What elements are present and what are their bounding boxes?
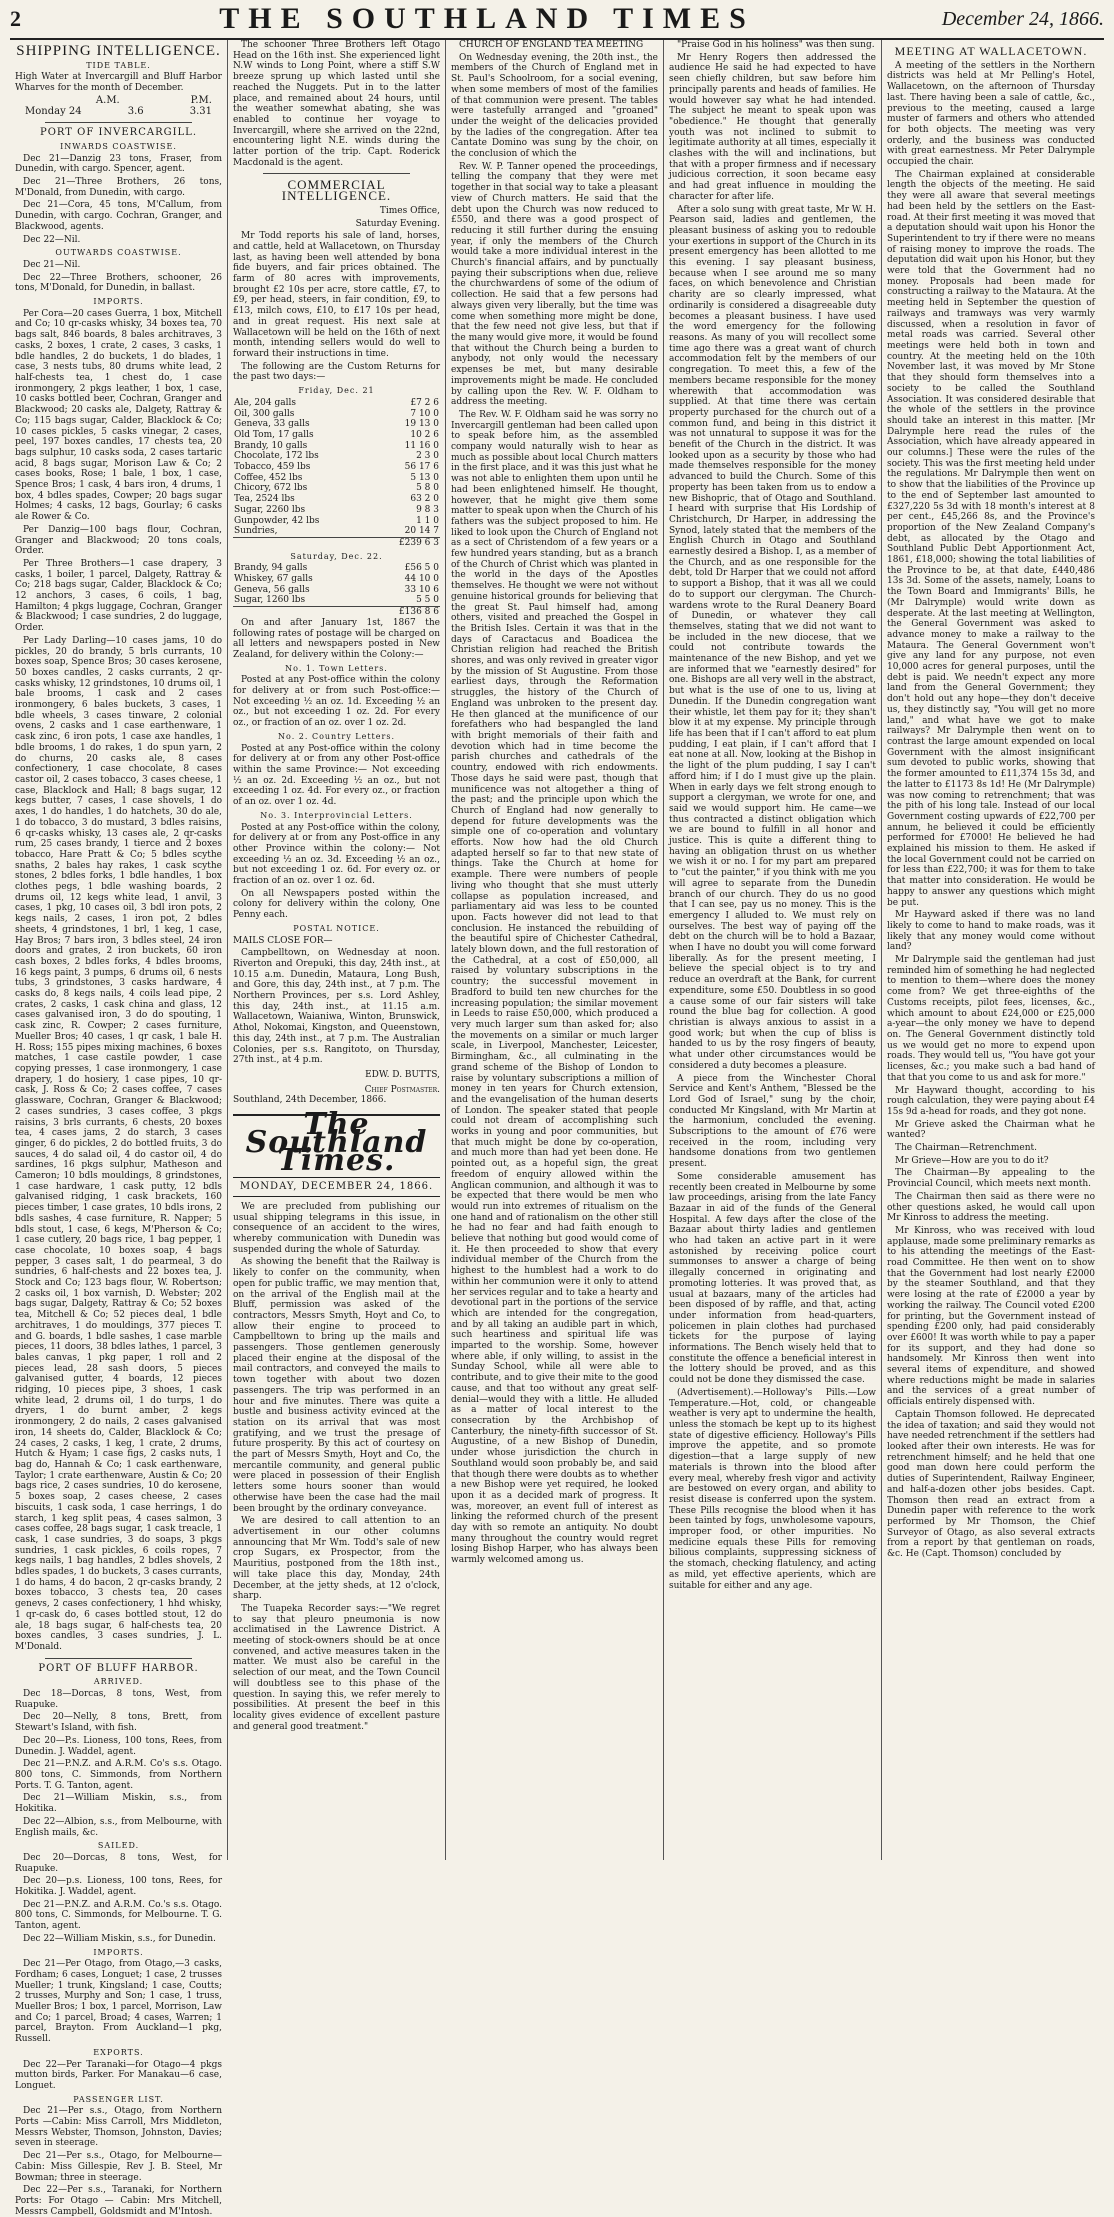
customs-row xyxy=(233,526,440,537)
exports-list xyxy=(15,2060,222,2092)
customs-value: 19 13 0 xyxy=(404,419,439,430)
paragraph: Dec 20—Dorcas, 8 tons, West, for Ruapuke. xyxy=(15,1852,222,1874)
paragraph: The Chairman—By appealing to the Provincial Council, which meets next month. xyxy=(887,1168,1095,1190)
paragraph: Dec 21—Per Otago, from Otago,—3 casks, Fordham; 6 cases, Longuet; 1 case, 2 trusses Mueller; 1 trunk, Kingsland; 1 case, Coutts; 2 trusses, Murphy and Son; 1 case, 1 truss, Mueller Bros; 1 box, 1 parcel, Morrison, Law and Co; 1 parcel, Broad; 4 cases, Warren; 1 parcel, Brayton. From Auckland—1 pkg, Russell. xyxy=(15,1959,222,2045)
saturday-total-table xyxy=(233,606,440,618)
page-number: 2 xyxy=(10,6,21,31)
saturday-title: Saturday, Dec. 22. xyxy=(290,551,383,561)
paragraph: The Chairman explained at considerable length the objects of the meeting. He said they were all aware that several meetings had been held by the settlers on the East-road. At their first meeting it was moved that a deputation should wait upon his Honor the Superintendent to try if there were no means of raising money to improve the roads. The deputation did wait upon his Honor, but they were told that the Government had no money. Proposals had been made for constructing a railway to the Mataura. At the meeting held in September the question of railways and tramways was very warmly discussed, when a resolution in favor of metal roads was carried. Several other meetings were held both in town and country. At the meeting held on the 10th November last, it was moved by Mr Stone that they should form themselves into a society to be called the Southland Association. It was considered desirable that the whole of the settlers in the province should take an interest in this matter. [Mr Dalrymple here read the rules of the Association, which have already appeared in our columns.] These were the rules of the society. This was the first meeting held under the regulations. Mr Dalrymple then went on to show that the liabilities of the Province up to the end of September last amounted to £327,220 5s 3d with 18 month's interest at 8 per cent., £45,266 8s, and the Province's proportion of the New Zealand Company's debt, as allocated by the Otago and Southland Public Debt Apportionment Act, 1861, £18,000; showing the total liabilities of the Province to be, at that date, £440,486 13s 3d. Some of the assets, namely, Loans to the Town Board and Immigrants' Bills, he (Mr Dalrymple) would write down as desperate. At the last meeting at Wellington, the General Government was asked to advance money to make a railway to the Mataura. The General Government won't give any land for any purpose, not even 10,000 acres for general purposes, until the debt is paid. We needn't expect any more land from the General Government; they don't hold out any hope—they don't deceive us, they distinctly say, "You will get no more land," and what have we got to make railways? Mr Dalrymple then went on to contrast the large amount expended on local Government with the almost insignificant sum devoted to public works, showing that the former amounted to £11,374 15s 3d, and the latter to £1173 8s 1d! He (Mr Dalrymple) was now coming to retrenchment; that was the pith of his long tale. Instead of our local Government costing upwards of £22,700 per annum, he believed it could be efficiently performed for £7000! He believed he had explained his mission to them. He asked if the local Government could not be carried on for less than £22,700; it was for them to take that matter into consideration. He would be happy to answer any questions which might be put. xyxy=(887,169,1095,908)
bluff-imports-list xyxy=(15,1959,222,2045)
customs-value: £56 5 0 xyxy=(404,563,439,574)
sailed-list xyxy=(15,1853,222,1945)
bluff-imports-title: IMPORTS. xyxy=(93,1947,144,1957)
customs-item: Tea, 2524 lbs xyxy=(234,494,295,505)
signoff-name: EDW. D. BUTTS, xyxy=(365,1069,440,1080)
outwards-list xyxy=(15,260,222,294)
divider xyxy=(263,173,410,174)
paragraph: Dec 21—Cora, 45 tons, M'Callum, from Dunedin, with cargo. Cochran, Granger, and Blackwood, agents. xyxy=(15,200,222,232)
paragraph: Dec 21—Three Brothers, 26 tons, M'Donald, from Dunedin, with cargo. xyxy=(15,177,222,198)
customs-row xyxy=(233,473,440,484)
paragraph: Dec 21—Per s.s., Otago, for Melbourne—Cabin: Miss Gillespie, Rev J. B. Steel, Mr Bowman; three in steerage. xyxy=(15,2151,222,2183)
customs-item: Whiskey, 67 galls xyxy=(234,574,313,585)
exports-title: EXPORTS. xyxy=(93,2047,144,2057)
customs-row xyxy=(233,462,440,473)
customs-value: 10 2 6 xyxy=(410,429,439,440)
tide-intro: High Water at Invercargill and Bluff Harbor Wharves for the month of December. xyxy=(15,72,222,94)
customs-value: 44 10 0 xyxy=(404,574,439,585)
customs-row xyxy=(233,505,440,516)
paragraph: Dec 20—Nelly, 8 tons, Brett, from Stewart's Island, with fish. xyxy=(15,1712,222,1734)
customs-item: Chicory, 672 lbs xyxy=(234,483,308,494)
customs-value: 2 3 0 xyxy=(416,451,439,462)
paragraph: Mr Hayward thought, according to his rough calculation, they were paying about £4 15s 9d a-head for roads, and they got none. xyxy=(887,1085,1095,1117)
saturday-total: £136 8 6 xyxy=(242,607,440,618)
customs-item: Brandy, 10 galls xyxy=(234,440,308,451)
tide-header-row xyxy=(15,96,222,107)
customs-value: 9 8 3 xyxy=(416,504,439,515)
customs-value: 1 1 0 xyxy=(416,515,439,526)
bluff-title: PORT OF BLUFF HARBOR. xyxy=(38,1662,199,1674)
paragraph: Dec 21—Per s.s., Otago, from Northern Ports —Cabin: Miss Carroll, Mrs Middleton, Messrs Webster, Thomson, Johnston, Davies; seven in steerage. xyxy=(15,2106,222,2149)
port-title: PORT OF INVERCARGILL. xyxy=(40,127,197,139)
customs-row xyxy=(233,585,440,596)
paper-dateline: MONDAY, DECEMBER 24, 1866. xyxy=(233,1182,440,1197)
postal-sub: MAILS CLOSE FOR— xyxy=(233,935,333,946)
friday-title: Friday, Dec. 21 xyxy=(298,386,375,396)
section-title: SHIPPING INTELLIGENCE. xyxy=(16,43,221,59)
paragraph: Rev. W. P. Tanner opened the proceedings, telling the company that they were met together in that social way to take a pleasant view of Church matters. He said that the debt upon the Church was now reduced to £550, and there was a good prospect of reducing it still further during the ensuing year, if only the members of the Church would take a more individual interest in the Church's financial affairs, and by punctually paying their subscriptions when due, relieve the churchwardens of some of the odium of collection. He said that a few persons had always given very liberally, but the time was come when something more might be done, that the few need not give less, but that if the many would give more, it would be found that without the Church being a burden to anybody, not only would the necessary expenses be met, but many desirable improvements might be made. He concluded by calling upon the Rev. W. F. Oldham to address the meeting. xyxy=(451,161,658,408)
paragraph: Mr Grieve—How are you to do it? xyxy=(895,1155,1049,1166)
paragraph: Dec 20—p.s. Lioness, 100 tons, Rees, for Hokitika. J. Waddel, agent. xyxy=(15,1876,222,1898)
paragraph: Dec 22—Per s.s., Taranaki, for Northern Ports: For Otago — Cabin: Mrs Mitchell, Messrs Campbell, Goldsmidt and M'Intosh. xyxy=(15,2185,222,2217)
paragraph: Dec 22—Three Brothers, schooner, 26 tons, M'Donald, for Dunedin, in ballast. xyxy=(15,272,222,294)
schooner-report: The schooner Three Brothers left Otago Head on the 16th inst. She experienced light N.W winds to Long Point, where a stiff S.W breeze sprung up which lasted until she reached the Nuggets. Put in to the latter place, and remained about 24 hours, until the weather somewhat abating, she was enabled to continue her voyage to Invercargill, where she arrived on the 22nd, encountering light N.E. winds during the latter portion of the trip. Capt. Roderick Macdonald is the agent. xyxy=(233,40,440,168)
tide-row xyxy=(15,107,222,118)
imports-title: IMPORTS. xyxy=(93,297,144,307)
customs-row xyxy=(233,430,440,441)
newspaper-title: THE SOUTHLAND TIMES xyxy=(219,2,755,35)
customs-value: £7 2 6 xyxy=(410,397,439,408)
customs-row xyxy=(233,451,440,462)
customs-item: Sugar, 2260 lbs xyxy=(234,504,306,515)
customs-row xyxy=(233,441,440,452)
paragraph: Dec 21—Danzig 23 tons, Fraser, from Dunedin, with cargo. Spencer, agent. xyxy=(15,153,222,175)
customs-row xyxy=(233,595,440,606)
inwards-title: INWARDS COASTWISE. xyxy=(60,141,177,151)
paragraph: After a solo sung with great taste, Mr W. H. Pearson said, ladies and gentlemen, the pleasant business of asking you to redouble your exertions in support of the Church in its present emergency has been allotted to me this evening. I say pleasant business, because when I see around me so many faces, on which benevolence and Christian charity are so clearly impressed, what ordinarily is considered a disagreeable duty becomes a pleasant business. I have used the word emergency for the following reasons. As many of you will recollect some time ago there was a great want of church accommodation felt by the members of our congregation. To meet this, a few of the members became responsible for the money wherewith that accommodation was supplied. At that time there was certain property purchased for the church out of a common fund, and being in this district it was not unnatural to suppose it was for the benefit of the Church in the district. It was looked upon as a security by those who had made themselves responsible for the money advanced to build the Church. Some of this property has been taken from us to endow a new Bishopric, that of Otago and Southland. I heard with surprise that His Lordship of Christchurch, Dr Harper, in addressing the Synod, lately stated that the members of the English Church in Otago and Southland earnestly desired a Bishop. I, as a member of the Church, and as one responsible for the debt, told Dr Harper that we could not afford to support a Bishop, that it was all we could do to support our clergyman. The Church-wardens wrote to the Rural Deanery Board of Dunedin, or whatever they call themselves, stating that we did not want to be included in the new diocese, that we could not contribute towards the maintenance of the new Bishop, and yet we are informed that we "earnestly desired" for one. Bishops are all very well in the abstract, but what is the use of one to us, living at Dunedin. If the Dunedin congregation want their whistle, let them pay for it; they shan't blow it at my expense. My principle through life has been that if I can't afford to eat plum pudding, I eat plain, if I can't afford that I eat none at all. Now, looking at the Bishop in the light of the plum pudding, I say I can't afford him; if I do I must give up the plain. When in early days we felt strong enough to support a clergyman, we wrote for one, and said we would support him. He came—we thus contracted a distinct obligation which we are bound to fulfill in all honor and justice. This is quite a different thing to having an obligation thrust on us whether we wish it or no. I for my part am prepared to "cut the painter," if you think with me you will agree to separate from the Dunedin branch of our church. They do us no good that I can see, pay us no money. This is the emergency I alluded to. We must rely on ourselves. The best way of paying off the debt on the church will be to hold a Bazaar, when I have no doubt you will come forward liberally. As for the present meeting, I believe the special object is to try and reduce an overdraft at the Bank, for current expenditure, some £50. Doubtless in so good a cause some of our fair sisters will take round the blue bag for collection. A good christian is always anxious to assist in a good work; but when the cup of bliss is handed to us by the rosy fingers of beauty, what under other circumstances would be considered a duty becomes a pleasure. xyxy=(669,204,876,1071)
paragraph: Per Cora—20 cases Guerra, 1 box, Mitchell and Co; 10 qr-casks whisky, 34 boxes tea, 70 bags salt, 846 boards, 8 bales architraves, 3 casks, 2 boxes, 1 crate, 2 cases, 3 casks, 1 bdle handles, 2 do buckets, 1 do blades, 1 case, 3 nests tubs, 80 drums white lead, 2 half-chests tea, 1 chest do, 1 case ironmongery, 2 pkgs leather, 1 box, 1 case, 10 casks bottled beer, Cochran, Granger and Blackwood; 20 casks ale, Dalgety, Rattray & Co; 115 bags sugar, Calder, Blacklock & Co; 10 cases pickles, 5 casks vinegar, 2 cases, peel, 197 boxes candles, 17 chests tea, 20 bags sulphur, 10 casks soda, 2 cases tartaric acid, 8 bags sugar, Morison Law & Co; 2 cases books, Rose; 1 bale, 1 box, 1 case, Spence Bros; 1 cask, 4 bars iron, 4 drums, 1 box, 4 bdles spades, Cowper; 20 bags sugar Holmes; 4 casks, 12 bags, Gourlay; 6 casks ale Rower & Co. xyxy=(15,308,222,523)
paper-masthead xyxy=(233,1107,440,1178)
tide-am-label: A.M. xyxy=(95,94,120,106)
paragraph: Captain Thomson followed. He deprecated the idea of taxation; and said they would not have needed retrenchment if the settlers had looked after their own interests. He was for retrenchment himself; and he held that one good man down here could perform the duties of Superintendent, Railway Engineer, and half-a-dozen other jobs besides. Capt. Thomson then read an extract from a Dunedin paper with reference to the work performed by Mr Thomson, the Chief Surveyor of Otago, as also several extracts from a report by that gentleman on roads, &c. He (Capt. Thomson) concluded by xyxy=(887,1409,1095,1560)
customs-item: Ale, 204 galls xyxy=(234,397,296,408)
issue-date: December 24, 1866. xyxy=(941,7,1104,30)
wallacetown-title: MEETING AT WALLACETOWN. xyxy=(894,44,1088,58)
customs-row xyxy=(233,419,440,430)
customs-item: Sundries, xyxy=(234,526,278,537)
inwards-list xyxy=(15,154,222,246)
office-line: Times Office, xyxy=(379,205,440,216)
customs-item: Oil, 300 galls xyxy=(234,408,295,419)
paragraph: Per Three Brothers—1 case drapery, 3 casks, 1 boiler, 1 parcel, Dalgety, Rattray & Co; 218 bags sugar, Calder, Blacklock & Co; 12 anchors, 3 cases, 6 coils, 1 bag, Hamilton; 4 pkgs luggage, Cochran, Granger & Blackwood; 1 case sundries, 2 do luggage, Order. xyxy=(15,558,222,634)
postage-2: Posted at any Post-office within the colony for delivery at or from any other Post-office within the same Province:— Not exceeding ½ an oz. 2d. Exceeding ½ an oz., but not exceeding 1 oz. 4d. For every oz., or fraction of an oz. over 1 oz. 4d. xyxy=(233,743,440,808)
column-4 xyxy=(664,40,882,1860)
customs-item: Sugar, 1260 lbs xyxy=(234,595,306,606)
tide-title: TIDE TABLE. xyxy=(86,60,151,70)
commercial-report: Mr Todd reports his sale of land, horses, and cattle, held at Wallacetown, on Thursday last, as having been well attended by bona fide buyers, and fair prices obtained. The farm of 80 acres with improvements, brought £2 10s per acre, store cattle, £7, to £9, per head, steers, in fair condition, £9, to £13, milch cows, £10, to £17 10s per head, and in great request. His next sale at Wallacetown will be held on the 16th of next month, intending sellers would do well to forward their instructions in time. xyxy=(233,231,440,359)
customs-value: 5 8 0 xyxy=(416,483,439,494)
customs-value: 5 5 0 xyxy=(416,595,439,606)
paragraph: Dec 21—Nil. xyxy=(23,259,81,270)
customs-row xyxy=(233,409,440,420)
church-meeting-continued xyxy=(669,40,876,1591)
paragraph: The Chairman—Retrenchment. xyxy=(895,1143,1038,1154)
outwards-title: OUTWARDS COASTWISE. xyxy=(55,248,182,258)
customs-row xyxy=(233,494,440,505)
paragraph: The Chairman then said as there were no other questions asked, he would call upon Mr Kinross to address the meeting. xyxy=(887,1191,1095,1224)
postage-1-title: No. 1. Town Letters. xyxy=(285,663,388,673)
paragraph: We are precluded from publishing our usual shipping telegrams in this issue, in consequence of an accident to the wires, whereby communication with Dunedin was suspended during the whole of Saturday. xyxy=(233,1201,440,1255)
paragraph: We are desired to call attention to an advertisement in our other columns announcing that Mr Wm. Todd's sale of new crop Sugars, ex Prospector, from the Mauritius, postponed from the 18th inst., will take place this day, Monday, 24th December, at the jetty sheds, at 12 o'clock, sharp. xyxy=(233,1516,440,1602)
customs-row xyxy=(233,574,440,585)
column-3 xyxy=(446,40,664,1860)
postal-notice: Campbelltown, on Wednesday at noon. Riverton and Orepuki, this day, 24th inst., at 10.15 a.m. Dunedin, Mataura, Long Bush, and Gore, this day, 24th inst., at 7 p.m. The Northern Provinces, per s.s. Lord Ashley, this day, 24th inst., at 11.15 a.m. Wallacetown, Waianiwa, Winton, Brunswick, Athol, Nokomai, Kingston, and Queenstown, this day, 24th inst., at 7 p.m. The Australian Colonies, per s.s. Rangitoto, on Thursday, 27th inst., at 4 p.m. xyxy=(233,948,440,1066)
passenger-list xyxy=(15,2106,222,2217)
customs-item: Chocolate, 172 lbs xyxy=(234,451,319,462)
paragraph: (Advertisement).—Holloway's Pills.—Low Temperature.—Hot, cold, or changeable weather is very apt to undermine the health, unless the stomach be kept up to its highest state of digestive efficiency. Holloway's Pills improve the appetite, and so promote digestion—that a large supply of new materials is thrown into the blood after every meal, whereby fresh vigor and activity are bestowed on every organ, and ability to resist disease is conferred upon the system. These Pills recognise the blood when it has been tainted by fogs, unwholesome vapours, improper food, or other impurities. No medicine equals these Pills for removing bilious complaints, suppressing sickness of the stomach, checking flatulency, and acting as mild, yet effective aperients, which are suitable for either and any age. xyxy=(669,1387,876,1591)
paragraph: Dec 22—Albion, s.s., from Melbourne, with English mails, &c. xyxy=(15,1816,222,1838)
paragraph: The Rev. W. F. Oldham said he was sorry no Invercargill gentleman had been called upon to speak before him, as the assembled company would naturally wish to hear as much as possible about local Church matters in the first place, and it was this just what he was not able to enlighten them upon until he had been enlightened himself. He thought, however, that he might give them some matter to speak upon when the Church of his fathers was the subject proposed to him. He liked to look upon the Church of England not as a sect of Christendom of a few years or a few hundred years standing, but as a branch of the Church of Christ which was planted in the world in the days of the Apostles themselves. He thought we were not without genuine historical grounds for believing that the great St. Paul himself had, among others, visited and preached the Gospel in the British Isles. Certain it was that in the days of Caractacus and Boadicea the Christian religion had reached the British shores, and was only revived in greater vigor by the mission of St Augustine. From those earliest days, through the Reformation struggles, the history of the Church of England was unbroken to the present day. He then glanced at the munificence of our forefathers who had bespangled the land with bright memorials of their faith and devotion which had in time become the parish churches and cathedrals of the country, endowed with rich endowments. Those days he said were past, though that munificence was not altogether a thing of the past; and the principle upon which the Church of England had now generally to depend for future developments was the simple one of co-operation and voluntary efforts. Now how had the old Church adapted herself so far to that new state of things. Take the Church at home for example. There were numbers of people living who thought that she must utterly collapse as population increased, and parliamentary aid was less to be counted upon. Facts however did not lead to that conclusion. He instanced the rebuilding of the beautiful spire of Chichester Cathedral, lately blown down, and the full restoration of the Cathedral, at a cost of £50,000, all raised by voluntary subscriptions in the country; the successful movement in Bradford to build ten new churches for the increasing population; the similar movement in Leeds to raise £50,000, which produced a very much larger sum than asked for; also the movements on a similar or much larger scale, in Liverpool, Manchester, Leicester, Birmingham, &c., all culminating in the grand scheme of the Bishop of London to raise by voluntary subscriptions a million of money in ten years for Church extension, and the evangelisation of the human deserts of London. The speaker stated that people could not dream of accomplishing such works in young and poor communities, but that much might be done by co-operation, and much more than had yet been done. He pointed out, as a hopeful sign, the great freedom of enquiry allowed within the Anglican communion, and although it was to be expected that there would be men who would run into extremes of ritualism on the one hand and of rationalism on the other still he had no fear and had faith enough to believe that nothing but good would come of it. He then proceeded to show that every individual member of the Church from the highest to the humblest had a work to do within her communion were it only to attend her services regular and to take a hearty and devotional part in the portions of the service which are intended for the congregation, and by all taking an audible part in which, such heartiness and spiritual life was imparted to the worship. Some, however where able, if only willing, to assist in the Sunday School, while all were able to contribute, and to give their mite to the good cause, and that too without any great self-denial—would they with a little. He alluded as a matter of local interest to the consecration by the Archbishop of Canterbury, the ninety-fifth successor of St. Augustine, of a new Bishop of Dunedin, under whose jurisdiction the church in Southland would soon probably be, and said that though there were doubts as to whether a new Bishop were yet required, he looked upon it as a decided mark of progress. It was, moreover, an event full of interest as linking the reformed church of the present day with so remote an antiquity. No doubt many throughout the country would regret losing Bishop Harper, who has always been warmly welcomed among us. xyxy=(451,409,659,1566)
customs-value: 63 2 0 xyxy=(410,494,439,505)
arrived-title: ARRIVED. xyxy=(93,1677,144,1687)
customs-item: Gunpowder, 42 lbs xyxy=(234,515,320,526)
office-day: Saturday Evening. xyxy=(355,218,440,229)
customs-item: Old Tom, 17 galls xyxy=(234,429,314,440)
column-5 xyxy=(882,40,1100,1860)
paragraph: Dec 18—Dorcas, 8 tons, West, from Ruapuke. xyxy=(15,1689,222,1710)
paragraph: Dec 21—William Miskin, s.s., from Hokitika. xyxy=(15,1793,222,1815)
paragraph: Dec 20—P.s. Lioness, 100 tons, Rees, from Dunedin. J. Waddel, agent. xyxy=(15,1735,222,1757)
column-2 xyxy=(228,40,446,1860)
editorial-list xyxy=(233,1202,440,1732)
customs-row xyxy=(233,563,440,574)
signoff-title: Chief Postmaster. xyxy=(364,1084,440,1095)
paragraph: Mr Kinross, who was received with loud applause, made some preliminary remarks as to his attending the meetings of the East-road Committee. He then went on to show that the Government had lost nearly £2000 by the steamer Southland, and that they were losing at the rate of £2000 a year by working the railway. The Council voted £200 for printing, but the Government instead of spending £200 only, had paid considerably over £600! It was worth while to pay a paper for its support, and they had done so handsomely. Mr Kinross then went into several items of expenditure, and showed where reductions might be made in salaries and the services of a great number of officials entirely dispensed with. xyxy=(887,1225,1095,1408)
divider xyxy=(45,122,192,123)
customs-item: Geneva, 56 galls xyxy=(234,584,310,595)
paragraph: Dec 21—P.N.Z. and A.R.M. Co's s.s. Otago. 800 tons, C. Simmonds, from Northern Ports. T. G. Tanton, agent. xyxy=(15,1759,222,1791)
tide-am-value: 3.6 xyxy=(127,105,144,117)
customs-row xyxy=(233,398,440,409)
paragraph: Mr Dalrymple said the gentleman had just reminded him of something he had neglected to mention to them—where does the money come from? We get three-eighths of the Customs receipts, pilot fees, licenses, &c., which amount to about £24,000 or £25,000 a-year—the only money we have to depend on. The General Government distinctly told us we would get no more to expend upon roads. They would tell us, "You have got your licenses, &c.; you make such a bad hand of that that you come to us and ask for more." xyxy=(887,955,1095,1083)
postal-title: POSTAL NOTICE. xyxy=(293,923,380,933)
customs-value: 5 13 0 xyxy=(410,472,439,483)
paragraph: Dec 22—Per Taranaki—for Otago—4 pkgs mutton birds, Parker. For Manakau—6 case, Longuet. xyxy=(15,2059,222,2091)
divider xyxy=(45,1658,192,1659)
commercial-title: COMMERCIAL INTELLIGENCE. xyxy=(281,177,392,204)
page-masthead xyxy=(10,0,1104,40)
columns xyxy=(10,40,1104,2217)
postage-3: Posted at any Post-office within the colony, for delivery at or from any Post-office in any other Province within the colony:— Not exceeding ½ an oz. 3d. Exceeding ½ an oz., but not exceeding 1 oz. 6d. For every oz. or fraction of an oz. over 1 oz. 6d. xyxy=(233,822,440,887)
paragraph: Mr Henry Rogers then addressed the audience He said he had expected to have seen chiefly children, but saw before him principally parents and heads of families. He would however say what he had intended. The subject he meant to speak upon was "obedience." He thought that generally youth was not inclined to submit to legitimate authority at all times, especially it clashes with the will and inclinations, but that with a proper firmness and if necessary judicious correction, it soon became easy and had great influence in moulding the character for after life. xyxy=(669,52,876,202)
friday-total: £239 6 3 xyxy=(242,537,440,548)
postage-2-title: No. 2. Country Letters. xyxy=(278,731,395,741)
arrived-list xyxy=(15,1689,222,1838)
postage-intro: On and after January 1st, 1867 the following rates of postage will be charged on all letters and newspapers posted in New Zealand, for delivery within the Colony:— xyxy=(233,617,440,660)
customs-row xyxy=(233,483,440,494)
signoff-date: Southland, 24th December, 1866. xyxy=(233,1095,387,1106)
paragraph: A meeting of the settlers in the Northern districts was held at Mr Pelling's Hotel, Wallacetown, on the afternoon of Thursday last. There having been a sale of cattle, &c., previous to the meeting, caused a large muster of farmers and others who attended for both objects. The meeting was very orderly, and the business was conducted with great earnestness. Mr Peter Dalrymple occupied the chair. xyxy=(887,60,1095,168)
paragraph: A piece from the Winchester Choral Service and Kent's Anthem, "Blessed be the Lord God of Israel," sung by the choir, conducted Mr Kingsland, with Mr Martin at the harmonium, concluded the evening. Subscriptions to the amount of £76 were received in the room, including very handsome donations from two gentlemen present. xyxy=(669,1073,876,1170)
customs-value: 56 17 6 xyxy=(404,462,439,473)
customs-item: Geneva, 33 galls xyxy=(234,419,310,430)
column-1 xyxy=(10,40,228,2217)
postage-news: On all Newspapers posted within the colony for delivery within the colony, One Penny each. xyxy=(233,888,440,921)
paragraph: On Wednesday evening, the 20th inst., the members of the Church of England met in St. Paul's Schoolroom, for a social evening, when some members of most of the families of that communion were present. The tables were tastefully arranged and "groaned" under the weight of the delicacies provided by the ladies of the congregation. After tea Cantate Domino was sung by the choir, on the conclusion of which the xyxy=(451,52,658,160)
postage-3-title: No. 3. Interprovincial Letters. xyxy=(260,810,413,820)
paragraph: Per Lady Darling—10 cases jams, 10 do pickles, 20 do brandy, 5 brls currants, 10 boxes soap, Spence Bros; 30 cases kerosene, 50 boxes candles, 2 casks currants, 2 qr-casks whisky, 12 grindstones, 10 drums oil, 1 bale brooms, 1 cask and 2 cases ironmongery, 6 bales buckets, 3 cases, 1 bdle wheels, 3 cases tinware, 2 colonial ovens, 2 casks and 1 case earthenware, 1 cask zinc, 6 iron pots, 1 case axe handles, 1 bdle brooms, 1 do rakes, 1 do spun yarn, 2 do churns, 20 casks ale, 8 cases confectionery, 1 case chocolate, 8 cases castor oil, 2 cases tobacco, 3 cases cheese, 1 case, Blacklock and Hall; 8 bags sugar, 12 kegs butter, 7 cases, 1 case shovels, 1 do axes, 1 do handles, 1 do hatchets, 30 do ale, 1 do tobacco, 3 do mustard, 3 bdles raisins, 6 qr-casks whisky, 13 cases ale, 2 qr-casks rum, 25 cases brandy, 1 tierce and 2 boxes tobacco, Hare Pratt & Co; 5 bdles scythe snaths, 2 bales hay rakes, 1 cask scythe stones, 2 bdles forks, 1 bdle handles, 1 box clothes pegs, 1 bdle washing boards, 2 drums oil, 12 kegs white lead, 1 anvil, 3 cases, 1 pkg, 10 cases oil, 3 bdl iron pots, 2 kegs nails, 2 cases, 1 iron pot, 2 bdles sheets, 4 grindstones, 1 brl, 1 keg, 1 case, Hay Bros; 7 bars iron, 3 bdles steel, 24 iron doors and grates, 2 iron buckets, 60 iron cash boxes, 2 bdles forks, 4 bdles brooms, 16 kegs paint, 3 pumps, 6 drums oil, 6 nests tubs, 3 grindstones, 3 casks hardware, 4 casks do, 8 kegs nails, 4 coils lead pipe, 2 crates, 2 casks, 1 cask china and glass, 12 cases galvanised iron, 3 do do spouting, 1 cask zinc, R. Cowper; 2 cases furniture, Mueller Bros; 40 cases, 1 qr cask, 1 bale H. H. Ross; 155 pipes mixing machines, 6 boxes matches, 1 case castile powder, 1 case copying presses, 1 case ironmongery, 1 case drapery, 1 do hosiery, 1 case pipes, 10 qr-cask, J. Ross & Co; 2 cases coffee, 7 cases glassware, Cochran, Granger & Blackwood; 2 cases sundries, 3 cases coffee, 3 pkgs raisins, 3 brls currants, 6 chests, 20 boxes tea, 4 cases jams, 2 do starch, 3 cases ginger, 6 do pickles, 2 do bottled fruits, 3 do sauces, 4 do salad oil, 4 do castor oil, 4 do sardines, 16 pkgs sulphur, Matheson and Cameron; 10 bdls mouldings, 8 grindstones, 1 case hardware, 1 cask putty, 12 bdls galvanised ridging, 1 cask brackets, 160 pieces timber, 1 case grates, 10 bdls irons, 2 bdls sashes, 4 case furniture, R. Napper; 5 bdls stout, 1 case, 6 kegs, M'Pherson & Co; 1 case cutlery, 20 bags rice, 1 bag pepper, 1 case chocolate, 10 boxes soap, 4 bags pepper, 3 cases salt, 1 do pearmeal, 3 do sundries, 6 half-chests and 22 boxes tea, J. Stock and Co; 123 bags flour, W. Robertson; 2 casks oil, 1 box varnish, D. Webster; 202 bags sugar, Dalgety, Rattray & Co; 52 boxes tea, Mitchell & Co; 52 pieces deal, 1 bdle architraves, 1 do mouldings, 377 pieces T. and G. boards, 1 bdle sashes, 1 case marble pieces, 11 doors, 38 bdles lathes, 1 parcel, 3 bales canvas, 1 pkg paper, 1 roll and 2 pieces lead, 28 sash doors, 5 pieces galvanised gutter, 4 boards, 12 pieces ridging, 10 pieces pipe, 3 shoes, 1 cask white lead, 2 drums oil, 1 do turps, 1 do dryers, 1 do burnt amber, 2 kegs ironmongery, 2 do nails, 2 cases galvanised iron, 14 sheets do, Calder, Blacklock & Co; 24 cases, 2 casks, 1 keg, 1 crate, 2 drums, Hutch & Hyam; 1 case figs, 2 casks nuts, 1 bag do, Hannah & Co; 1 cask earthenware, Taylor; 1 crate earthenware, Austin & Co; 20 bags rice, 2 cases sundries, 10 do kerosene, 5 boxes soap, 2 cases cheese, 2 cases biscuits, 1 cask soda, 1 case herrings, 1 do starch, 1 keg split peas, 4 cases salmon, 3 cases coffee, 28 bags sugar, 1 cask treacle, 1 cask, 1 case sundries, 3 do soaps, 3 pkgs sundries, 1 cask pickles, 6 coils ropes, 7 kegs nails, 1 bag handles, 2 bdles shovels, 2 bdles spades, 1 do buckets, 3 cases currants, 1 do hams, 4 do bacon, 2 qr-casks brandy, 2 boxes tobacco, 3 chests tea, 20 cases genevs, 2 cases confectionery, 1 hhd whisky, 1 qr-cask do, 6 cases bottled stout, 12 do ale, 18 bags sugar, 6 half-chests tea, 20 boxes candles, 3 cases sundries, J. L. M'Donald. xyxy=(15,635,222,1652)
paragraph: Mr Grieve asked the Chairman what he wanted? xyxy=(887,1119,1095,1141)
tide-day: Monday 24 xyxy=(25,105,82,117)
customs-intro: The following are the Custom Returns for the past two days:— xyxy=(233,361,440,383)
paragraph: The Tuapeka Recorder says:—"We regret to say that pleuro pneumonia is now acclimatised in the Lawrence District. A meeting of stock-owners should be at once convened, and active measures taken in the matter. We must also be careful in the selection of our meat, and the Town Council will doubtless see to this phase of the question. In saying this, we refer merely to possibilities. At present the beef in this locality gives evidence of excellent pasture and general good treatment." xyxy=(233,1603,440,1732)
paragraph: CHURCH OF ENGLAND TEA MEETING xyxy=(459,40,644,50)
paragraph: "Praise God in his holiness" was then sung. xyxy=(677,40,875,50)
customs-value: 20 14 7 xyxy=(404,526,439,537)
paragraph: As showing the benefit that the Railway is likely to confer on the community, when open for public traffic, we may mention that, on the arrival of the English mail at the Bluff, permission was asked of the contractors, Messrs Smyth, Hoyt and Co, to allow their engine to proceed to Campbelltown to bring up the mails and passengers. Those gentlemen generously placed their engine at the disposal of the mail contractors, and conveyed the mails to town together with about two dozen passengers. The trip was performed in an hour and five minutes. There was quite a bustle and business activity evinced at the station on its arrival that was most gratifying, and we trust the presage of future prosperity. By this act of courtesy on the part of Messrs Smyth, Hoyt and Co, the mercantile community, and general public were placed in possession of their English letters some hours sooner than would otherwise have been the case had the mail been brought by the ordinary conveyance. xyxy=(233,1257,440,1514)
wallacetown-article xyxy=(887,61,1095,1560)
sailed-title: SAILED. xyxy=(97,1841,140,1851)
tide-pm-label: P.M. xyxy=(190,94,212,106)
postage-1: Posted at any Post-office within the colony for delivery at or from such Post-office:— Not exceeding ½ an oz. 1d. Exceeding ½ an oz., but not exceeding 1 oz. 2d. For every oz., or fraction of an oz. over 1 oz. 2d. xyxy=(233,675,440,729)
customs-value: 7 10 0 xyxy=(410,408,439,419)
customs-value: 11 16 0 xyxy=(404,440,439,451)
paragraph: Per Danzig—100 bags flour, Cochran, Granger and Blackwood; 20 tons coals, Order. xyxy=(15,524,222,557)
paragraph: Mr Hayward asked if there was no land likely to come to hand to make roads, was it likely that any money would come without land? xyxy=(887,910,1095,953)
paragraph: Dec 22—William Miskin, s.s., for Dunedin. xyxy=(23,1933,216,1944)
customs-item: Tobacco, 459 lbs xyxy=(234,462,311,473)
paragraph: Some considerable amusement has recently been created in Melbourne by some law proceedings, arising from the late Fancy Bazaar in aid of the funds of the General Hospital. A few days after the close of the Bazaar about thirty ladies and gentlemen who had taken an active part in it were astonished by receiving police court summonses to answer a charge of being illegally concerned in originating and promoting lotteries. It was proved that, as usual at bazaars, many of the articles had been disposed of by raffle, and that, acting under information from head-quarters, policemen in plain clothes had purchased tickets for the purpose of laying informations. The Bench wisely held that to constitute the offence a beneficial interest in the lottery should be proved, and as this could not be done they dismissed the case. xyxy=(669,1171,876,1386)
tide-pm-value: 3.31 xyxy=(189,105,212,117)
customs-item: Coffee, 452 lbs xyxy=(234,472,303,483)
customs-value: 33 10 6 xyxy=(404,584,439,595)
paragraph: Dec 21—P.N.Z. and A.R.M. Co.'s s.s. Otago. 800 tons, C. Simmonds, for Melbourne. T. G. Tanton, agent. xyxy=(15,1899,222,1932)
saturday-table xyxy=(233,563,440,606)
paper-masthead-title: The Southland Times. xyxy=(245,1107,428,1178)
church-tea-meeting-article xyxy=(451,40,658,1566)
customs-row xyxy=(233,516,440,527)
customs-item: Brandy, 94 galls xyxy=(234,563,308,574)
passenger-title: PASSENGER LIST. xyxy=(73,2094,164,2104)
imports-list xyxy=(15,309,222,1653)
friday-table xyxy=(233,398,440,537)
friday-total-table xyxy=(233,537,440,549)
paragraph: Dec 22—Nil. xyxy=(23,234,81,245)
